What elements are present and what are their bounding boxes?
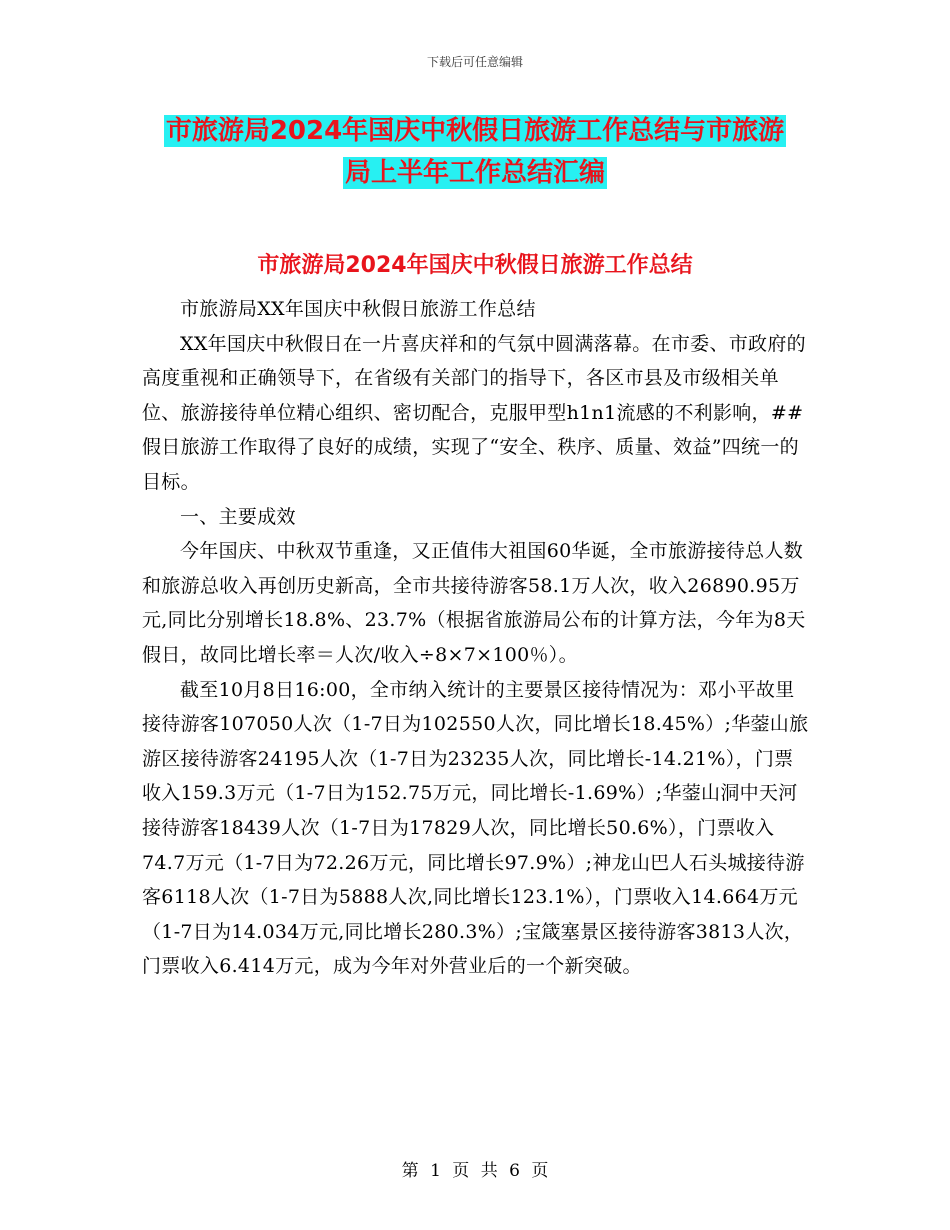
page-header-note: 下载后可任意编辑 — [426, 55, 523, 69]
paragraph-scenic-spots: 截至10月8日16:00，全市纳入统计的主要景区接待情况为：邓小平故里接待游客107050人次（1-7日为102550人次，同比增长18.45%）;华蓥山旅游区接待游客24195人次（1-7日为23235人次，同比增长-14.21%），门票收入159.3万元（1-7日为152.75万元，同比增长-1.69%）;华蓥山洞中天河接待游客18439人次（1-7日为17829人次，同比增长50.6%），门票收入74.7万元（1-7日为72.26万元，同比增长97.9%）;神龙山巴人石头城接待游客6118人次（1-7日为5888人次,同比增长123.1%），门票收入14.664万元（1-7日为14.034万元,同比增长280.3%）;宝箴塞景区接待游客3813人次，门票收入6.414万元，成为今年对外营业后的一个新突破。 — [142, 678, 809, 978]
main-title-line1: 市旅游局2024年国庆中秋假日旅游工作总结与市旅游 — [165, 116, 785, 146]
body-text — [142, 292, 812, 984]
main-title — [140, 110, 810, 194]
paragraph-heading-achievements: 一、主要成效 — [180, 505, 296, 528]
paragraph-totals: 今年国庆、中秋双节重逢，又正值伟大祖国60华诞，全市旅游接待总人数和旅游总收入再创历史新高，全市共接待游客58.1万人次，收入26890.95万元,同比分别增长18.8%、23.7%（根据省旅游局公布的计算方法，今年为8天假日，故同比增长率＝人次/收入÷8×7×100％）。 — [142, 540, 806, 666]
section-title: 市旅游局2024年国庆中秋假日旅游工作总结 — [257, 253, 693, 278]
paragraph-doc-name: 市旅游局XX年国庆中秋假日旅游工作总结 — [180, 298, 536, 320]
main-title-line2: 局上半年工作总结汇编 — [344, 158, 605, 188]
page-number: 第 1 页 共 6 页 — [401, 1161, 549, 1181]
paragraph-intro: XX年国庆中秋假日在一片喜庆祥和的气氛中圆满落幕。在市委、市政府的高度重视和正确领导下，在省级有关部门的指导下，各区市县及市级相关单位、旅游接待单位精心组织、密切配合，克服甲型h1n1流感的不利影响，##假日旅游工作取得了良好的成绩，实现了“安全、秩序、质量、效益”四统一的目标。 — [142, 332, 806, 493]
